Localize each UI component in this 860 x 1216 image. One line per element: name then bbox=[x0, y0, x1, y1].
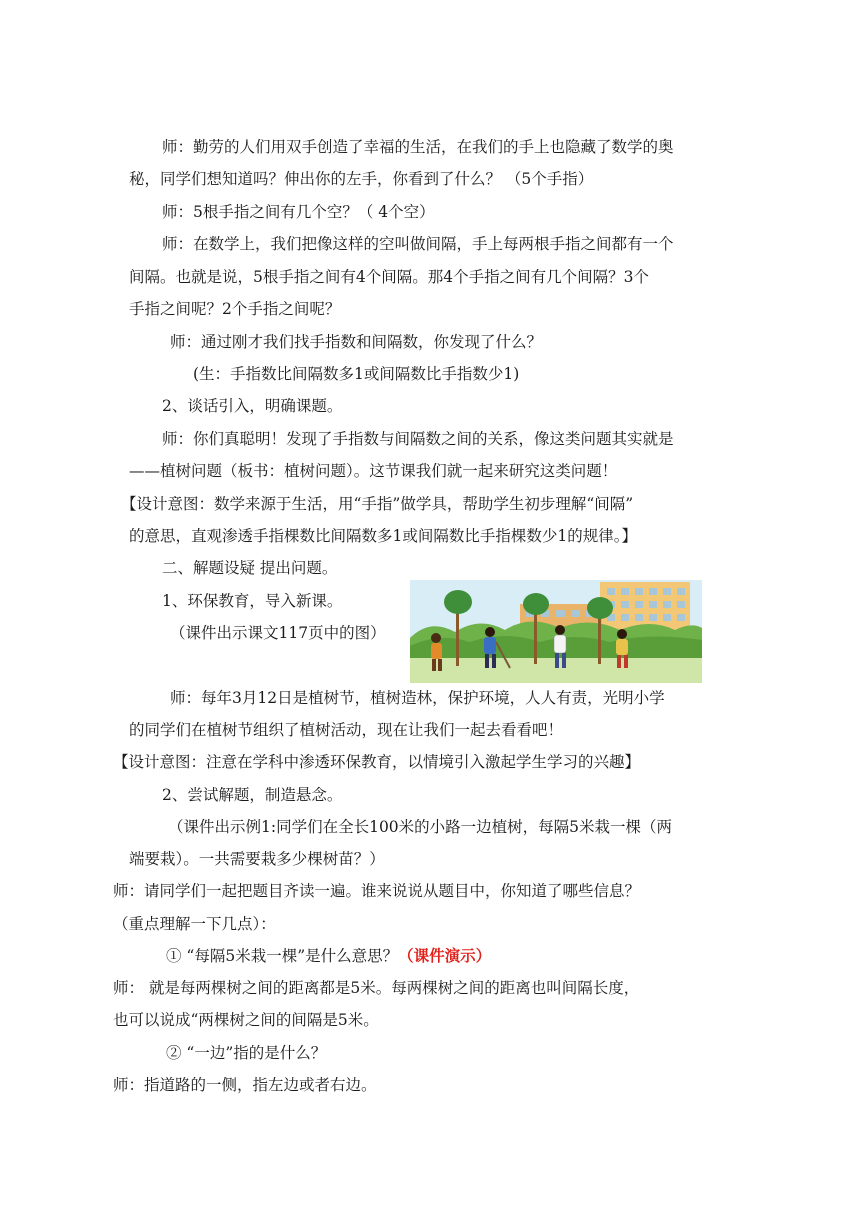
question-item bbox=[166, 945, 491, 967]
tree-planting-picture bbox=[410, 580, 702, 683]
paragraph-line: 师： 就是每两棵树之间的距离都是5米。每两棵树之间的距离也叫间隔长度， bbox=[113, 979, 640, 997]
paragraph-line: 师：5根手指之间有几个空？（ 4个空） bbox=[162, 203, 435, 221]
paragraph-line: 师：每年3月12日是植树节，植树造林，保护环境，人人有责，光明小学 bbox=[170, 689, 665, 707]
section-heading: 二、解题设疑 提出问题。 bbox=[162, 559, 338, 577]
question-item: ② “一边”指的是什么？ bbox=[166, 1044, 327, 1062]
question-text: ① “每隔5米栽一棵”是什么意思？ bbox=[166, 947, 399, 965]
paragraph-line: 手指之间呢？2个手指之间呢？ bbox=[129, 300, 341, 318]
tree-planting-illustration bbox=[410, 580, 702, 683]
student-answer: (生：手指数比间隔数多1或间隔数比手指数少1) bbox=[193, 365, 520, 383]
example-problem: 端要栽）。一共需要栽多少棵树苗？） bbox=[129, 850, 385, 868]
section-heading: 2、谈话引入，明确课题。 bbox=[162, 397, 343, 415]
paragraph-line: 师：通过刚才我们找手指数和间隔数，你发现了什么？ bbox=[170, 333, 543, 351]
paragraph-line: （课件出示课文117页中的图） bbox=[170, 624, 386, 642]
design-note: 【设计意图：数学来源于生活，用“手指”做学具，帮助学生初步理解“间隔” bbox=[121, 495, 634, 513]
paragraph-line: ——植树问题（板书：植树问题）。这节课我们就一起来研究这类问题！ bbox=[129, 462, 618, 480]
courseware-demo-label: （课件演示） bbox=[398, 946, 492, 965]
paragraph-line: （重点理解一下几点）： bbox=[113, 915, 276, 933]
paragraph-line: 师：指道路的一侧，指左边或者右边。 bbox=[113, 1076, 377, 1094]
paragraph-line: 的同学们在植树节组织了植树活动，现在让我们一起去看看吧！ bbox=[129, 721, 564, 739]
section-heading: 1、环保教育，导入新课。 bbox=[162, 592, 343, 610]
paragraph-line: 秘，同学们想知道吗？伸出你的左手，你看到了什么？ （5个手指） bbox=[129, 170, 594, 188]
paragraph-line: 也可以说成“两棵树之间的间隔是5米。 bbox=[113, 1011, 379, 1029]
paragraph-line: 师：在数学上，我们把像这样的空叫做间隔，手上每两根手指之间都有一个 bbox=[162, 235, 674, 253]
paragraph-line: 师：请同学们一起把题目齐读一遍。谁来说说从题目中，你知道了哪些信息？ bbox=[113, 882, 641, 900]
design-note: 【设计意图：注意在学科中渗透环保教育，以情境引入激起学生学习的兴趣】 bbox=[113, 753, 641, 771]
paragraph-line: 师：你们真聪明！发现了手指数与间隔数之间的关系，像这类问题其实就是 bbox=[162, 430, 674, 448]
example-problem: （课件出示例1:同学们在全长100米的小路一边植树，每隔5米栽一棵（两 bbox=[168, 818, 673, 836]
design-note: 的意思，直观渗透手指棵数比间隔数多1或间隔数比手指棵数少1的规律。】 bbox=[129, 527, 637, 545]
section-heading: 2、尝试解题，制造悬念。 bbox=[162, 786, 343, 804]
paragraph-line: 间隔。也就是说，5根手指之间有4个间隔。那4个手指之间有几个间隔？3个 bbox=[129, 268, 649, 286]
paragraph-line: 师：勤劳的人们用双手创造了幸福的生活，在我们的手上也隐藏了数学的奥 bbox=[162, 138, 674, 156]
